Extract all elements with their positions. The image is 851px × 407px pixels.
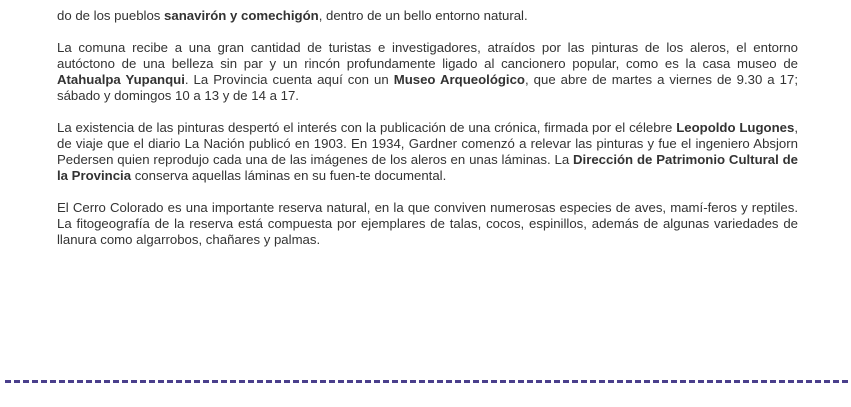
text: , de viaje que el diario La Nación publicó en 1903. En 1934, Gardner comenzó a relevar las pinturas y fue el ingeniero Absjorn Pedersen quien reprodujo cada una de las imágenes de los aleros en unas láminas. La bbox=[57, 120, 798, 167]
text: La existencia de las pinturas despertó el interés con la publicación de una crónica, firmada por el célebre bbox=[57, 120, 677, 135]
text: , que abre de martes a viernes de 9.30 a 17; sábado y domingos 10 a 13 y de 14 a 17. bbox=[57, 72, 798, 103]
text: La comuna recibe a una gran cantidad de turistas e investigadores, atraídos por las pinturas de los aleros, el entorno autóctono de una belleza sin par y un rincón profundamente ligado al cancionero popular, como es la casa museo de bbox=[57, 40, 798, 71]
paragraph-1 bbox=[57, 8, 798, 24]
bold-text: Museo Arqueológico bbox=[393, 72, 525, 87]
paragraph-2 bbox=[57, 40, 798, 104]
bold-text: Atahualpa Yupanqui bbox=[57, 72, 185, 87]
bold-text: Leopoldo Lugones bbox=[676, 120, 795, 135]
text: , dentro de un bello entorno natural. bbox=[318, 8, 528, 23]
bold-text: sanavirón y comechigón bbox=[164, 8, 319, 23]
article-body bbox=[57, 8, 798, 264]
dashed-divider bbox=[5, 380, 848, 383]
paragraph-4 bbox=[57, 200, 798, 248]
paragraph-3 bbox=[57, 120, 798, 184]
text: conserva aquellas láminas en su fuen-te documental. bbox=[131, 168, 447, 183]
text: El Cerro Colorado es una importante reserva natural, en la que conviven numerosas especies de aves, mamí-feros y reptiles. La fitogeografía de la reserva está compuesta por ejemplares de talas, cocos, espinillos, además de algunas variedades de llanura como algarrobos, chañares y palmas. bbox=[57, 200, 798, 247]
text: . La Provincia cuenta aquí con un bbox=[184, 72, 394, 87]
text: do de los pueblos bbox=[57, 8, 165, 23]
bold-text: Dirección de Patrimonio Cultural de la Provincia bbox=[57, 152, 798, 183]
